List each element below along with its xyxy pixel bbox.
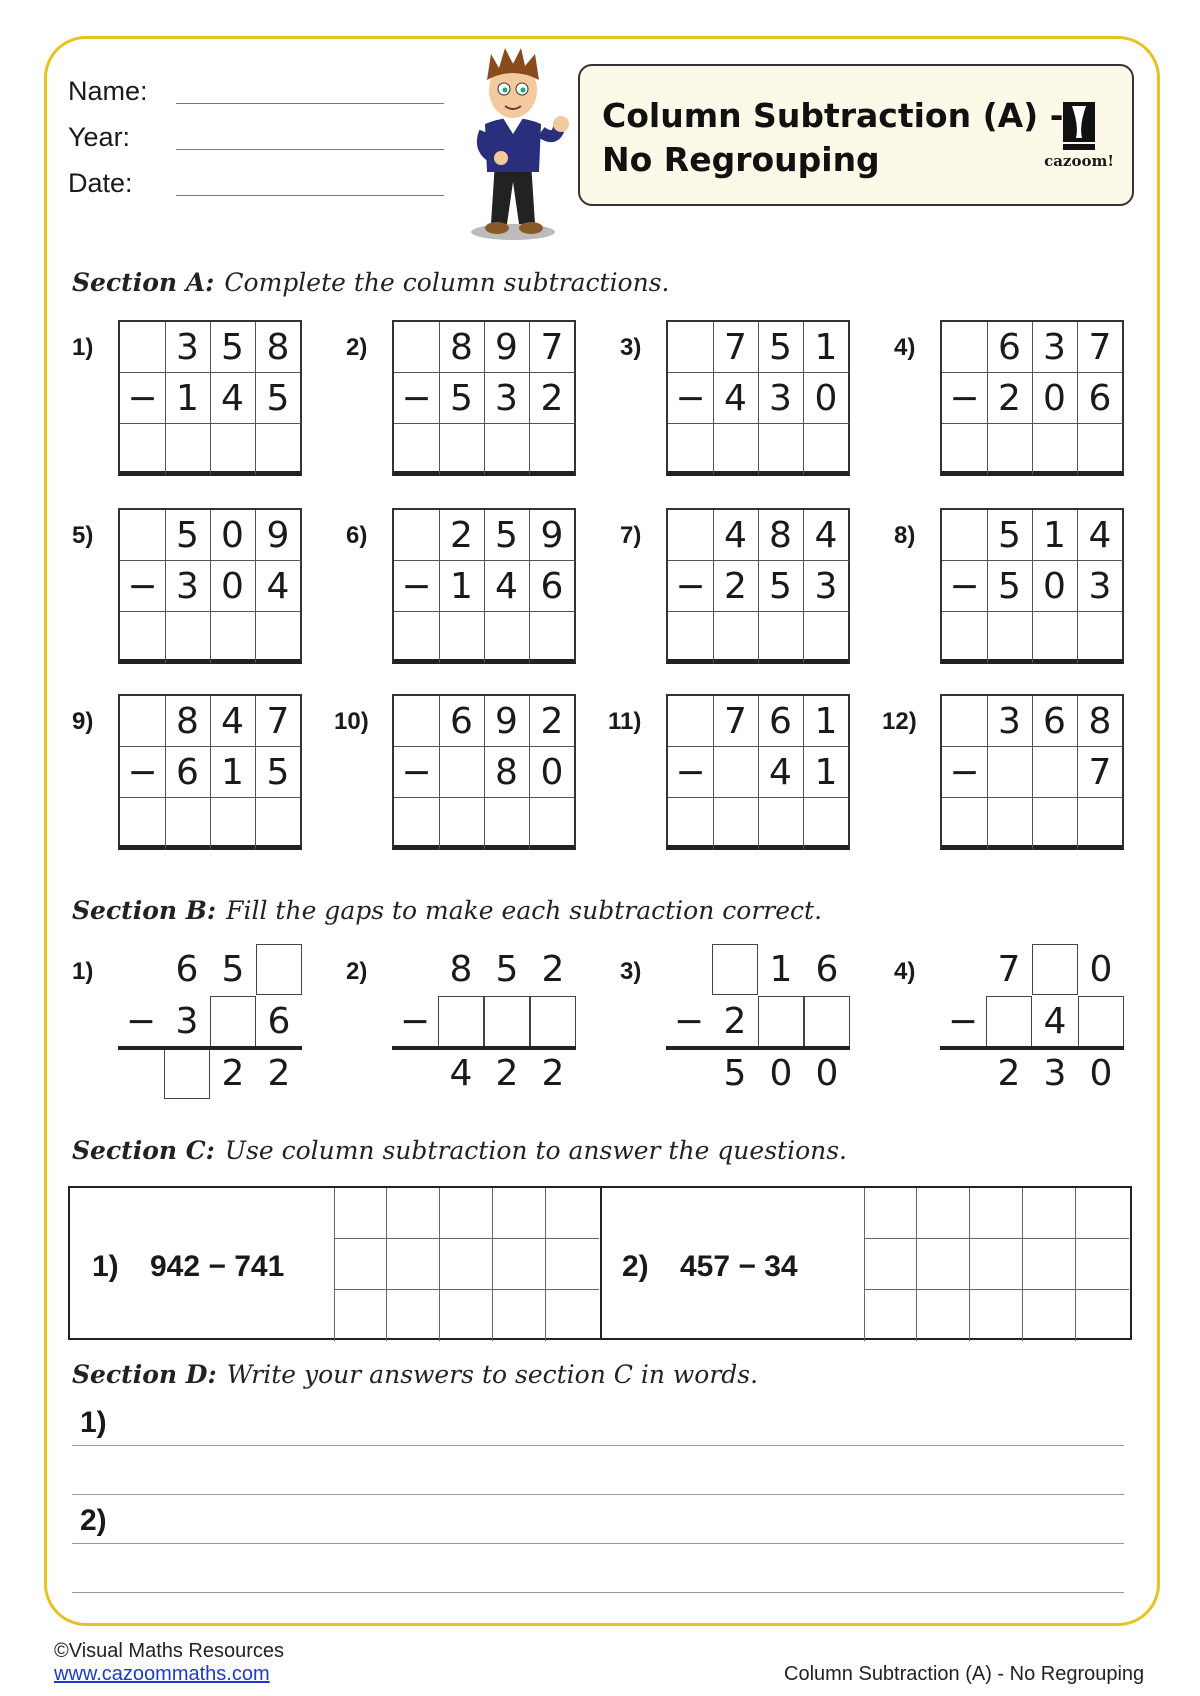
answer-line[interactable]: [72, 1445, 1124, 1446]
digit-cell: 3: [803, 561, 849, 612]
problem-number: 6): [346, 522, 368, 549]
answer-cell[interactable]: [255, 612, 301, 663]
problem-number: 4): [894, 334, 916, 361]
question-expression: 457 − 34: [680, 1250, 798, 1283]
subtraction-grid: [940, 320, 1124, 476]
digit-cell: [987, 747, 1033, 798]
answer-cell[interactable]: [120, 798, 166, 849]
section-c-instruction: Use column subtraction to answer the questions.: [224, 1136, 848, 1165]
gap-box[interactable]: [804, 996, 850, 1047]
working-cell[interactable]: [493, 1188, 546, 1239]
digit-cell: [668, 322, 714, 373]
answer-cell[interactable]: [529, 612, 575, 663]
problem-number: 12): [882, 708, 917, 735]
working-cell[interactable]: [546, 1239, 599, 1290]
digit-cell: 3: [987, 696, 1033, 747]
answer-cell[interactable]: [668, 612, 714, 663]
digit-cell: 4: [713, 373, 759, 424]
digit-cell: 1: [803, 322, 849, 373]
digit-cell: 9: [484, 696, 530, 747]
digit-cell: 4: [255, 561, 301, 612]
answer-cell[interactable]: [1032, 612, 1078, 663]
digit-cell: 6: [987, 322, 1033, 373]
digit-cell: 4: [1077, 510, 1123, 561]
section-d-item-2: 2): [80, 1504, 107, 1537]
title-line-1: Column Subtraction (A) -: [602, 96, 1064, 135]
working-cell[interactable]: [334, 1290, 387, 1341]
answer-cell[interactable]: [165, 612, 211, 663]
problem-number: 9): [72, 708, 94, 735]
answer-cell[interactable]: [484, 424, 530, 475]
answer-cell[interactable]: [987, 612, 1033, 663]
digit-cell: [1032, 747, 1078, 798]
problem-number: 8): [894, 522, 916, 549]
digit: 5: [221, 949, 245, 990]
digit: 0: [815, 1053, 839, 1094]
digit-cell: 5: [987, 561, 1033, 612]
digit-cell: 2: [987, 373, 1033, 424]
working-cell[interactable]: [917, 1188, 970, 1239]
cazoom-logo: [1036, 100, 1122, 178]
answer-cell[interactable]: [1077, 798, 1123, 849]
answer-cell[interactable]: [803, 612, 849, 663]
digit-cell: 5: [255, 373, 301, 424]
gap-box[interactable]: [986, 996, 1032, 1047]
answer-cell[interactable]: [529, 424, 575, 475]
working-cell[interactable]: [1076, 1239, 1129, 1290]
subtraction-grid: [392, 320, 576, 476]
answer-cell[interactable]: [668, 424, 714, 475]
problem-number: 3): [620, 958, 642, 985]
problem-number: 2): [346, 958, 368, 985]
digit-cell: [668, 696, 714, 747]
digit-cell: [942, 696, 988, 747]
digit-cell: 6: [529, 561, 575, 612]
footer-title: Column Subtraction (A) - No Regrouping: [784, 1663, 1145, 1685]
digit-cell: 0: [210, 510, 256, 561]
problem-number: 1): [72, 958, 94, 985]
digit-cell: [120, 510, 166, 561]
digit-cell: 1: [803, 747, 849, 798]
digit-cell: 6: [1032, 696, 1078, 747]
name-field[interactable]: [176, 103, 444, 104]
gap-box[interactable]: [1078, 996, 1124, 1047]
answer-cell[interactable]: [942, 424, 988, 475]
digit: 3: [175, 1001, 199, 1042]
answer-cell[interactable]: [713, 798, 759, 849]
digit: 3: [1043, 1053, 1067, 1094]
answer-line[interactable]: [72, 1592, 1124, 1593]
working-cell[interactable]: [493, 1290, 546, 1341]
answer-cell[interactable]: [942, 612, 988, 663]
digit-cell: 1: [439, 561, 485, 612]
working-cell[interactable]: [546, 1290, 599, 1341]
answer-cell[interactable]: [803, 424, 849, 475]
section-a-heading: [72, 268, 670, 297]
section-c-label: Section C:: [72, 1136, 215, 1165]
minus-sign: −: [394, 747, 440, 798]
digit-cell: 1: [165, 373, 211, 424]
question-number: 1): [92, 1250, 119, 1283]
minus-sign: −: [668, 373, 714, 424]
answer-line: [666, 1046, 850, 1050]
digit: 2: [541, 949, 565, 990]
digit-cell: 0: [1032, 373, 1078, 424]
digit-cell: 4: [803, 510, 849, 561]
title-line-2: No Regrouping: [602, 140, 880, 179]
digit-cell: 7: [713, 322, 759, 373]
answer-cell[interactable]: [1077, 612, 1123, 663]
subtraction-grid: [118, 694, 302, 850]
digit: 2: [541, 1053, 565, 1094]
digit: 2: [495, 1053, 519, 1094]
digit-cell: 3: [1077, 561, 1123, 612]
answer-cell[interactable]: [439, 612, 485, 663]
subtraction-grid: [392, 508, 576, 664]
section-d-instruction: Write your answers to section C in words.: [226, 1360, 759, 1389]
footer-website-link[interactable]: www.cazoommaths.com: [54, 1663, 270, 1685]
digit-cell: 5: [758, 561, 804, 612]
digit-cell: [942, 510, 988, 561]
digit-cell: 2: [713, 561, 759, 612]
minus-sign: −: [125, 1001, 157, 1042]
answer-cell[interactable]: [1077, 424, 1123, 475]
answer-cell[interactable]: [942, 798, 988, 849]
subtraction-grid: [940, 508, 1124, 664]
minus-sign: −: [394, 561, 440, 612]
digit-cell: 8: [165, 696, 211, 747]
digit-cell: 8: [758, 510, 804, 561]
digit-cell: [120, 696, 166, 747]
minus-sign: −: [673, 1001, 705, 1042]
working-cell[interactable]: [917, 1290, 970, 1341]
title-box: [578, 64, 1134, 206]
digit-cell: 8: [484, 747, 530, 798]
digit-cell: 8: [1077, 696, 1123, 747]
minus-sign: −: [942, 373, 988, 424]
problem-number: 2): [346, 334, 368, 361]
subtraction-grid: [666, 320, 850, 476]
answer-cell[interactable]: [210, 612, 256, 663]
digit-cell: 0: [210, 561, 256, 612]
minus-sign: −: [947, 1001, 979, 1042]
answer-cell[interactable]: [758, 612, 804, 663]
digit-cell: 9: [529, 510, 575, 561]
working-cell[interactable]: [387, 1290, 440, 1341]
working-cell[interactable]: [493, 1239, 546, 1290]
digit: 5: [495, 949, 519, 990]
working-cell[interactable]: [970, 1290, 1023, 1341]
digit-cell: 5: [210, 322, 256, 373]
digit-cell: 3: [165, 561, 211, 612]
digit: 2: [221, 1053, 245, 1094]
digit-cell: 4: [210, 373, 256, 424]
digit-cell: [394, 510, 440, 561]
working-cell[interactable]: [440, 1290, 493, 1341]
footer-copyright: ©Visual Maths Resources: [54, 1640, 285, 1662]
cazoom-logo-icon: [1059, 100, 1099, 152]
working-cell[interactable]: [864, 1188, 917, 1239]
digit: 5: [723, 1053, 747, 1094]
digit: 2: [997, 1053, 1021, 1094]
gap-box[interactable]: [210, 996, 256, 1047]
answer-cell[interactable]: [1032, 424, 1078, 475]
subtraction-grid: [666, 694, 850, 850]
digit-cell: 7: [1077, 322, 1123, 373]
digit: 6: [175, 949, 199, 990]
section-b-label: Section B:: [72, 896, 217, 925]
working-cell[interactable]: [1023, 1239, 1076, 1290]
date-field[interactable]: [176, 195, 444, 196]
working-cell[interactable]: [917, 1239, 970, 1290]
digit-cell: [394, 322, 440, 373]
digit-cell: 4: [484, 561, 530, 612]
minus-sign: −: [120, 561, 166, 612]
answer-cell[interactable]: [255, 798, 301, 849]
working-cell[interactable]: [1023, 1290, 1076, 1341]
digit: 1: [769, 949, 793, 990]
digit: 7: [997, 949, 1021, 990]
working-cell[interactable]: [440, 1239, 493, 1290]
digit: 0: [1089, 949, 1113, 990]
digit-cell: 9: [484, 322, 530, 373]
digit-cell: 0: [529, 747, 575, 798]
answer-cell[interactable]: [255, 424, 301, 475]
column-divider: [600, 1188, 602, 1338]
digit: 6: [815, 949, 839, 990]
question-expression: 942 − 741: [150, 1250, 285, 1283]
answer-cell[interactable]: [484, 612, 530, 663]
answer-cell[interactable]: [1032, 798, 1078, 849]
digit-cell: [120, 322, 166, 373]
digit-cell: [394, 696, 440, 747]
digit-cell: 1: [1032, 510, 1078, 561]
digit-cell: 6: [1077, 373, 1123, 424]
section-b-instruction: Fill the gaps to make each subtraction correct.: [226, 896, 823, 925]
answer-cell[interactable]: [120, 424, 166, 475]
problem-number: 3): [620, 334, 642, 361]
problem-number: 5): [72, 522, 94, 549]
minus-sign: −: [120, 373, 166, 424]
answer-cell[interactable]: [165, 798, 211, 849]
gap-box[interactable]: [1032, 944, 1078, 995]
answer-cell[interactable]: [987, 424, 1033, 475]
digit-cell: 5: [439, 373, 485, 424]
digit-cell: 5: [758, 322, 804, 373]
digit: 4: [449, 1053, 473, 1094]
working-cell[interactable]: [440, 1188, 493, 1239]
section-d-heading: [72, 1360, 758, 1389]
digit-cell: 2: [439, 510, 485, 561]
problem-number: 10): [334, 708, 369, 735]
logo-text: cazoom!: [1044, 152, 1114, 170]
digit-cell: [668, 510, 714, 561]
digit-cell: 2: [529, 696, 575, 747]
working-cell[interactable]: [546, 1188, 599, 1239]
digit-cell: 7: [713, 696, 759, 747]
gap-box[interactable]: [164, 1048, 210, 1099]
cartoon-boy-illustration: [455, 42, 585, 242]
answer-cell[interactable]: [394, 424, 440, 475]
answer-cell[interactable]: [529, 798, 575, 849]
gap-box[interactable]: [484, 996, 530, 1047]
subtraction-grid: [940, 694, 1124, 850]
digit-cell: 3: [1032, 322, 1078, 373]
gap-box[interactable]: [530, 996, 576, 1047]
digit-cell: 0: [803, 373, 849, 424]
section-d-label: Section D:: [72, 1360, 217, 1389]
answer-cell[interactable]: [713, 424, 759, 475]
digit: 2: [723, 1001, 747, 1042]
minus-sign: −: [120, 747, 166, 798]
minus-sign: −: [668, 561, 714, 612]
answer-cell[interactable]: [758, 798, 804, 849]
digit-cell: [713, 747, 759, 798]
answer-cell[interactable]: [439, 424, 485, 475]
section-b-heading: [72, 896, 822, 925]
digit-cell: 7: [255, 696, 301, 747]
working-cell[interactable]: [1076, 1188, 1129, 1239]
answer-line[interactable]: [72, 1543, 1124, 1544]
answer-cell[interactable]: [758, 424, 804, 475]
working-cell[interactable]: [334, 1188, 387, 1239]
digit-cell: 4: [713, 510, 759, 561]
digit: 4: [1043, 1001, 1067, 1042]
subtraction-grid: [392, 694, 576, 850]
answer-cell[interactable]: [210, 424, 256, 475]
working-cell[interactable]: [1023, 1188, 1076, 1239]
digit-cell: 6: [165, 747, 211, 798]
answer-cell[interactable]: [120, 612, 166, 663]
subtraction-grid: [118, 508, 302, 664]
digit-cell: 6: [439, 696, 485, 747]
year-field[interactable]: [176, 149, 444, 150]
digit: 8: [449, 949, 473, 990]
name-label: Name:: [68, 76, 148, 106]
problem-number: 4): [894, 958, 916, 985]
digit-cell: 6: [758, 696, 804, 747]
working-cell[interactable]: [864, 1290, 917, 1341]
answer-cell[interactable]: [439, 798, 485, 849]
working-cell[interactable]: [387, 1188, 440, 1239]
answer-line[interactable]: [72, 1494, 1124, 1495]
digit-cell: 3: [484, 373, 530, 424]
answer-cell[interactable]: [484, 798, 530, 849]
section-d-item-1: 1): [80, 1406, 107, 1439]
answer-cell[interactable]: [713, 612, 759, 663]
section-c-heading: [72, 1136, 847, 1165]
answer-cell[interactable]: [803, 798, 849, 849]
gap-box[interactable]: [712, 944, 758, 995]
digit-cell: [439, 747, 485, 798]
minus-sign: −: [399, 1001, 431, 1042]
digit-cell: 5: [255, 747, 301, 798]
answer-line: [392, 1046, 576, 1050]
digit: 0: [1089, 1053, 1113, 1094]
answer-cell[interactable]: [210, 798, 256, 849]
answer-line: [940, 1046, 1124, 1050]
answer-cell[interactable]: [394, 798, 440, 849]
answer-cell[interactable]: [394, 612, 440, 663]
digit-cell: 8: [439, 322, 485, 373]
digit-cell: [942, 322, 988, 373]
answer-cell[interactable]: [668, 798, 714, 849]
digit-cell: 1: [803, 696, 849, 747]
section-a-label: Section A:: [72, 268, 215, 297]
year-label: Year:: [68, 122, 131, 152]
digit-cell: 9: [255, 510, 301, 561]
digit-cell: 5: [987, 510, 1033, 561]
digit-cell: 3: [165, 322, 211, 373]
answer-line: [118, 1046, 302, 1050]
digit-cell: 3: [758, 373, 804, 424]
digit-cell: 4: [758, 747, 804, 798]
digit-cell: 1: [210, 747, 256, 798]
digit-cell: 7: [529, 322, 575, 373]
section-c-table: [68, 1186, 1132, 1340]
problem-number: 11): [608, 708, 642, 735]
digit-cell: 5: [484, 510, 530, 561]
minus-sign: −: [394, 373, 440, 424]
working-cell[interactable]: [970, 1239, 1023, 1290]
digit: 6: [267, 1001, 291, 1042]
working-cell[interactable]: [1076, 1290, 1129, 1341]
digit-cell: 7: [1077, 747, 1123, 798]
working-cell[interactable]: [387, 1239, 440, 1290]
answer-cell[interactable]: [987, 798, 1033, 849]
digit-cell: 4: [210, 696, 256, 747]
gap-box[interactable]: [438, 996, 484, 1047]
worksheet-title: [602, 94, 1063, 182]
digit-cell: 2: [529, 373, 575, 424]
digit: 0: [769, 1053, 793, 1094]
answer-cell[interactable]: [165, 424, 211, 475]
question-number: 2): [622, 1250, 649, 1283]
gap-box[interactable]: [758, 996, 804, 1047]
minus-sign: −: [942, 747, 988, 798]
subtraction-grid: [666, 508, 850, 664]
minus-sign: −: [942, 561, 988, 612]
working-cell[interactable]: [334, 1239, 387, 1290]
date-label: Date:: [68, 168, 133, 198]
working-cell[interactable]: [864, 1239, 917, 1290]
gap-box[interactable]: [256, 944, 302, 995]
digit-cell: 0: [1032, 561, 1078, 612]
problem-number: 1): [72, 334, 94, 361]
digit: 2: [267, 1053, 291, 1094]
problem-number: 7): [620, 522, 642, 549]
working-cell[interactable]: [970, 1188, 1023, 1239]
minus-sign: −: [668, 747, 714, 798]
section-a-instruction: Complete the column subtractions.: [224, 268, 670, 297]
subtraction-grid: [118, 320, 302, 476]
digit-cell: 8: [255, 322, 301, 373]
digit-cell: 5: [165, 510, 211, 561]
